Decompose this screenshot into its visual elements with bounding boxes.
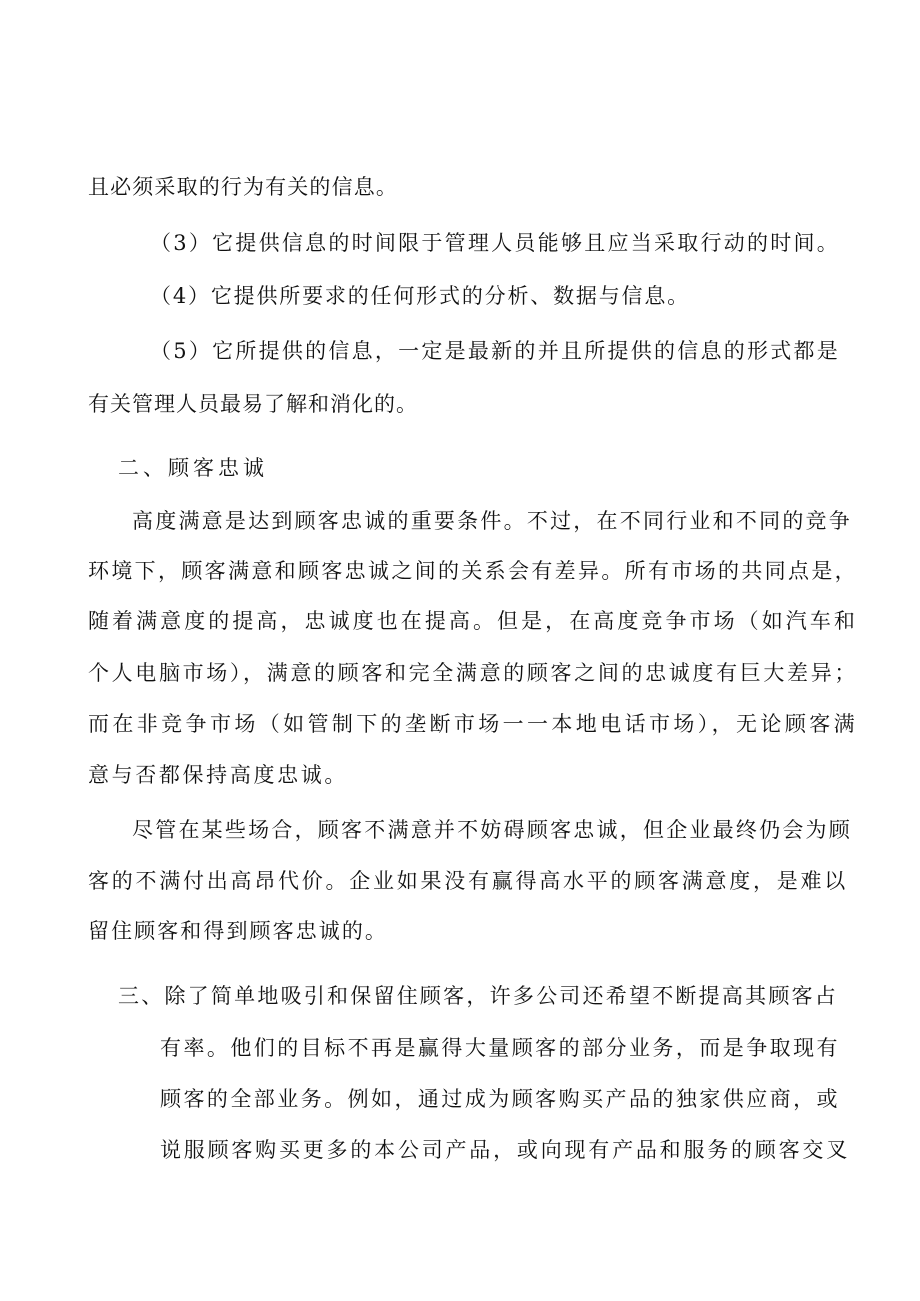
section-heading: 二、顾客忠诚 xyxy=(118,456,268,480)
text-line: 客的不满付出高昂代价。企业如果没有赢得高水平的顾客满意度，是难以 xyxy=(88,869,848,893)
section-heading: 三、除了简单地吸引和保留住顾客，许多公司还希望不断提高其顾客占 xyxy=(118,984,838,1008)
text-line: 个人电脑市场），满意的顾客和完全满意的顾客之间的忠诚度有巨大差异； xyxy=(88,661,858,685)
text-line: 顾客的全部业务。例如，通过成为顾客购买产品的独家供应商，或 xyxy=(160,1087,840,1111)
text-line: 留住顾客和得到顾客忠诚的。 xyxy=(88,919,388,943)
text-line: （4）它提供所要求的任何形式的分析、数据与信息。 xyxy=(150,284,690,308)
text-line: 尽管在某些场合，顾客不满意并不妨碍顾客忠诚，但企业最终仍会为顾 xyxy=(132,818,852,842)
text-line: 说服顾客购买更多的本公司产品，或向现有产品和服务的顾客交叉 xyxy=(160,1138,850,1162)
text-line: 且必须采取的行为有关的信息。 xyxy=(88,175,398,199)
text-line: 高度满意是达到顾客忠诚的重要条件。不过，在不同行业和不同的竞争 xyxy=(132,509,852,533)
text-line: 而在非竞争市场（如管制下的垄断市场一一本地电话市场），无论顾客满 xyxy=(88,712,858,736)
text-line: 有关管理人员最易了解和消化的。 xyxy=(88,392,418,416)
text-line: （3）它提供信息的时间限于管理人员能够且应当采取行动的时间。 xyxy=(150,231,840,255)
text-line: 有率。他们的目标不再是赢得大量顾客的部分业务，而是争取现有 xyxy=(160,1036,840,1060)
text-line: （5）它所提供的信息，一定是最新的并且所提供的信息的形式都是 xyxy=(150,339,840,363)
text-line: 意与否都保持高度忠诚。 xyxy=(88,763,348,787)
text-line: 环境下，顾客满意和顾客忠诚之间的关系会有差异。所有市场的共同点是， xyxy=(88,559,858,583)
text-line: 随着满意度的提高，忠诚度也在提高。但是，在高度竞争市场（如汽车和 xyxy=(88,609,858,633)
